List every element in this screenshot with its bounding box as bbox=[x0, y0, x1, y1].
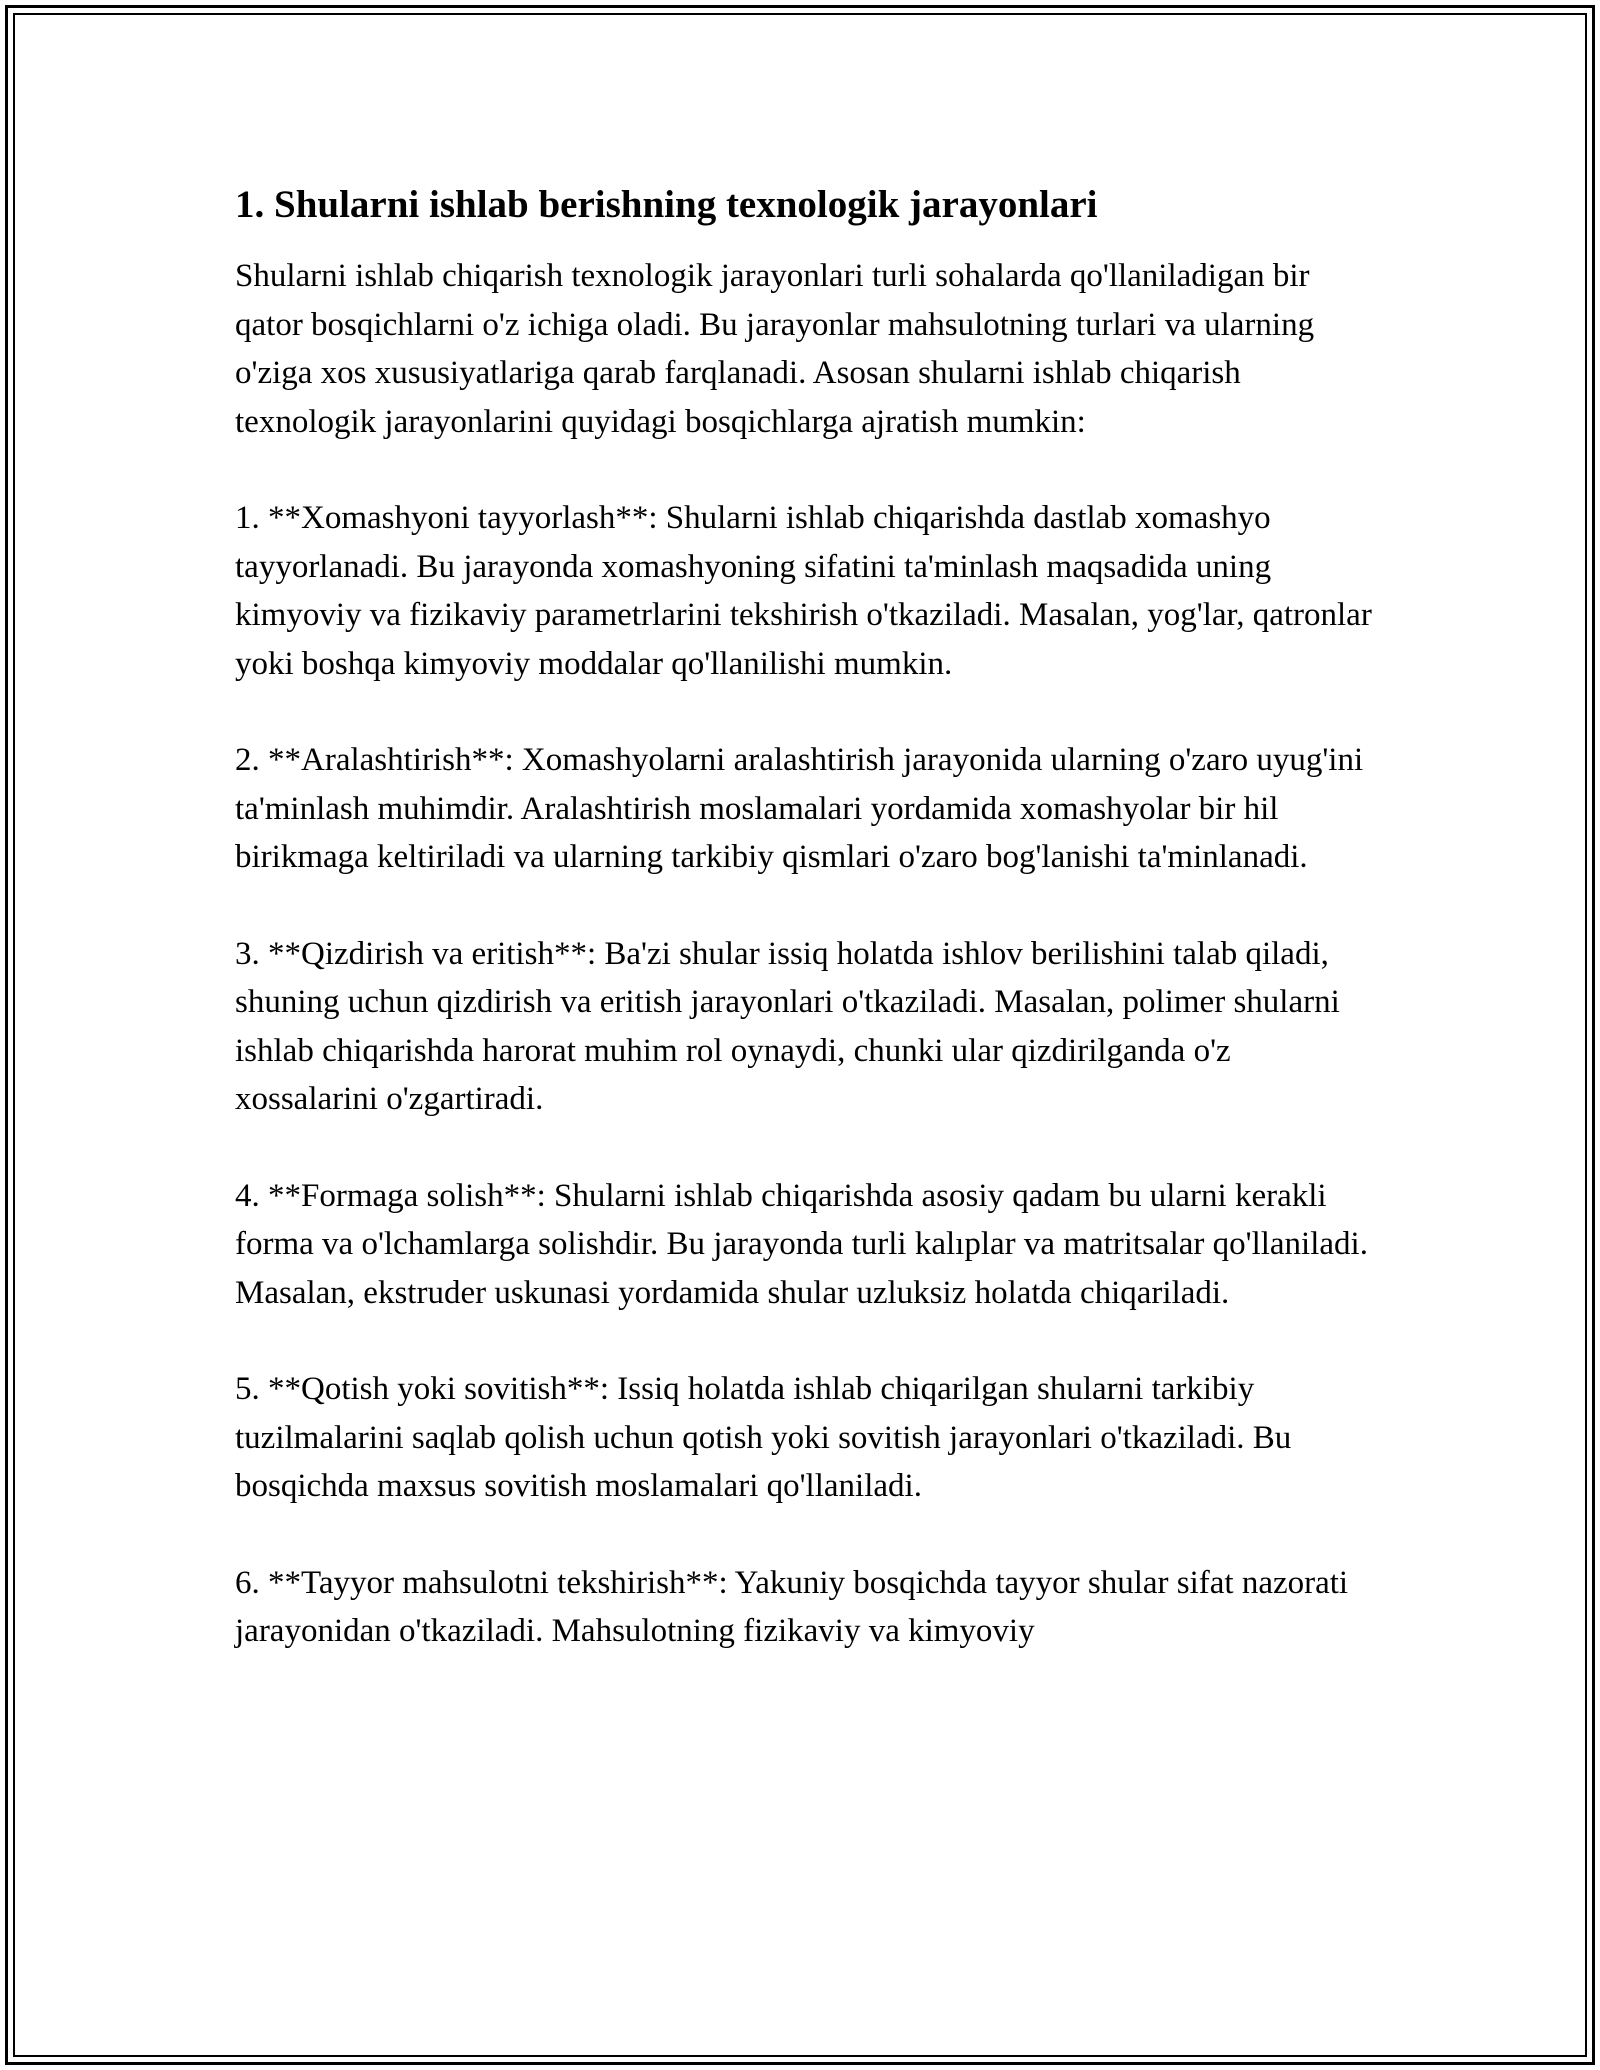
section-heading: 1. Shularni ishlab berishning texnologik jarayonlari bbox=[235, 183, 1098, 226]
step-paragraph-1: 1. **Xomashyoni tayyorlash**: Shularni ishlab chiqarishda dastlab xomashyo tayyorlanadi. Bu jarayonda xomashyoning sifatini ta'minlash maqsadida uning kimyoviy va fizikaviy parametrlarini tekshirish o'tkaziladi. Masalan, yog'lar, qatronlar yoki boshqa kimyoviy moddalar qo'llanilishi mumkin. bbox=[235, 500, 1372, 682]
document-body bbox=[235, 180, 1375, 1704]
step-paragraph-5: 5. **Qotish yoki sovitish**: Issiq holatda ishlab chiqarilgan shularni tarkibiy tuzilmalarini saqlab qolish uchun qotish yoki sovitish jarayonlari o'tkaziladi. Bu bosqichda maxsus sovitish moslamalari qo'llaniladi. bbox=[235, 1371, 1292, 1504]
step-paragraph-3: 3. **Qizdirish va eritish**: Ba'zi shular issiq holatda ishlov berilishini talab qiladi, shuning uchun qizdirish va eritish jarayonlari o'tkaziladi. Masalan, polimer shularni ishlab chiqarishda harorat muhim rol oynaydi, chunki ular qizdirilganda o'z xossalarini o'zgartiradi. bbox=[235, 935, 1340, 1117]
step-paragraph-4: 4. **Formaga solish**: Shularni ishlab chiqarishda asosiy qadam bu ularni kerakli forma va o'lchamlarga solishdir. Bu jarayonda turli kalıplar va matritsalar qo'llaniladi. Masalan, ekstruder uskunasi yordamida shular uzluksiz holatda chiqariladi. bbox=[235, 1177, 1368, 1311]
step-paragraph-2: 2. **Aralashtirish**: Xomashyolarni aralashtirish jarayonida ularning o'zaro uyug'ini ta'minlash muhimdir. Aralashtirish moslamalari yordamida xomashyolar bir hil birikmaga keltiriladi va ularning tarkibiy qismlari o'zaro bog'lanishi ta'minlanadi. bbox=[235, 742, 1364, 875]
step-paragraph-6: 6. **Tayyor mahsulotni tekshirish**: Yakuniy bosqichda tayyor shular sifat nazorati jarayonidan o'tkaziladi. Mahsulotning fizikaviy va kimyoviy bbox=[235, 1564, 1349, 1649]
intro-paragraph: Shularni ishlab chiqarish texnologik jarayonlari turli sohalarda qo'llaniladigan bir qator bosqichlarni o'z ichiga oladi. Bu jarayonlar mahsulotning turlari va ularning o'ziga xos xususiyatlariga qarab farqlanadi. Asosan shularni ishlab chiqarish texnologik jarayonlarini quyidagi bosqichlarga ajratish mumkin: bbox=[235, 258, 1315, 440]
